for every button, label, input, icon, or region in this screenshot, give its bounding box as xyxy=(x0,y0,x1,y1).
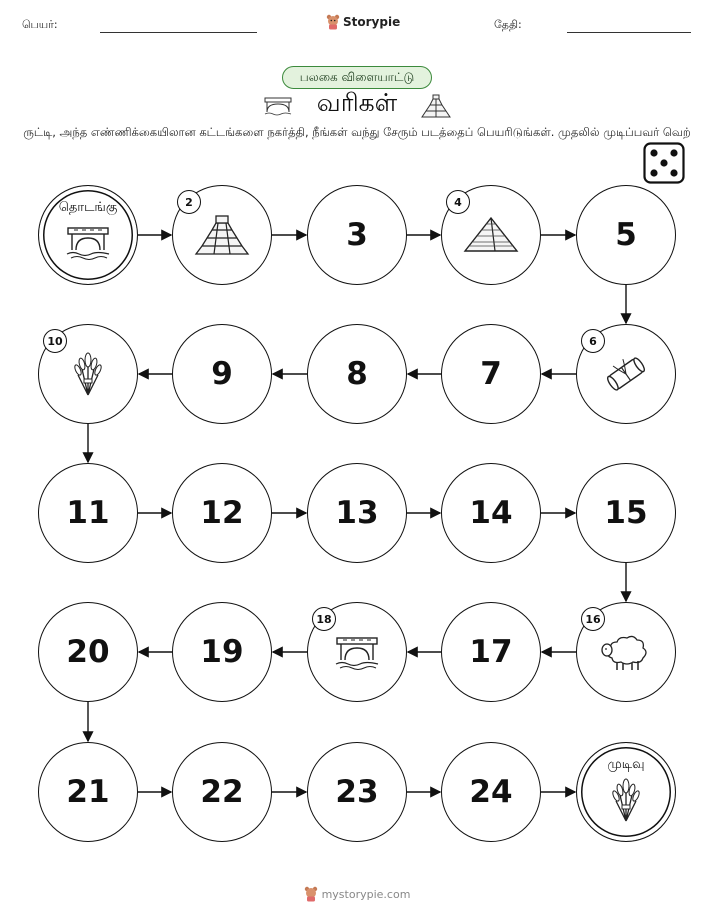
cell-number-badge: 18 xyxy=(312,607,336,631)
cell-number: 21 xyxy=(66,774,110,810)
game-instructions: ருட்டி, அந்த எண்ணிக்கையிலான கட்டங்களை நகர்த்தி, நீங்கள் வந்து சேரும் படத்தைப் பெயரிடுங்கள். முதலில் முடிப்பவர் வெற் xyxy=(23,125,691,139)
page-title: வரிகள் xyxy=(316,88,398,117)
finish-label: முடிவு xyxy=(607,757,645,772)
finish-cell xyxy=(576,742,676,842)
pyramid-icon xyxy=(461,215,521,255)
board-cell-18 xyxy=(307,602,407,702)
bear-mascot-icon xyxy=(304,886,318,902)
step-pyramid-icon xyxy=(194,212,250,258)
footer xyxy=(0,886,714,902)
cell-number: 7 xyxy=(480,356,502,392)
sheep-icon xyxy=(599,632,653,672)
cell-number: 17 xyxy=(469,634,513,670)
board-cell-22 xyxy=(172,742,272,842)
board-cell-6 xyxy=(576,324,676,424)
cell-number: 24 xyxy=(469,774,513,810)
board-cell-4 xyxy=(441,185,541,285)
start-cell xyxy=(38,185,138,285)
board-cell-2 xyxy=(172,185,272,285)
cell-number: 15 xyxy=(604,495,648,531)
cell-number: 8 xyxy=(346,356,368,392)
cell-number-badge: 4 xyxy=(446,190,470,214)
board-cell-15 xyxy=(576,463,676,563)
cell-number-badge: 2 xyxy=(177,190,201,214)
cell-number: 11 xyxy=(66,495,110,531)
name-label: பெயர்: xyxy=(22,18,58,31)
board-cell-7 xyxy=(441,324,541,424)
board-cell-17 xyxy=(441,602,541,702)
board-cell-24 xyxy=(441,742,541,842)
start-label: தொடங்கு xyxy=(58,200,118,215)
cell-number: 20 xyxy=(66,634,110,670)
bridge-icon xyxy=(334,634,380,670)
cell-number: 13 xyxy=(335,495,379,531)
date-label: தேதி: xyxy=(494,18,522,31)
board-cell-20 xyxy=(38,602,138,702)
board-cell-19 xyxy=(172,602,272,702)
cell-number: 22 xyxy=(200,774,244,810)
game-type-label: பலகை விளையாட்டு xyxy=(299,69,415,84)
board-cell-13 xyxy=(307,463,407,563)
board-cell-3 xyxy=(307,185,407,285)
board-cell-8 xyxy=(307,324,407,424)
board-cell-21 xyxy=(38,742,138,842)
cell-number: 19 xyxy=(200,634,244,670)
board-cell-11 xyxy=(38,463,138,563)
cell-number: 14 xyxy=(469,495,513,531)
board-cell-23 xyxy=(307,742,407,842)
wheat-icon xyxy=(73,351,103,397)
board-cell-12 xyxy=(172,463,272,563)
cell-number-badge: 10 xyxy=(43,329,67,353)
footer-url[interactable]: mystorypie.com xyxy=(321,887,411,901)
cell-number-badge: 16 xyxy=(581,607,605,631)
cell-number: 5 xyxy=(615,217,637,253)
cell-number: 3 xyxy=(346,217,368,253)
board-cell-16 xyxy=(576,602,676,702)
cell-number: 12 xyxy=(200,495,244,531)
board-cell-10 xyxy=(38,324,138,424)
board-cell-5 xyxy=(576,185,676,285)
board-cell-14 xyxy=(441,463,541,563)
wheat-icon xyxy=(611,777,641,823)
cell-number: 9 xyxy=(211,356,233,392)
cell-number: 23 xyxy=(335,774,379,810)
scroll-icon xyxy=(602,352,650,396)
cell-number-badge: 6 xyxy=(581,329,605,353)
bridge-icon xyxy=(65,224,111,260)
board-cell-9 xyxy=(172,324,272,424)
brand-name: Storypie xyxy=(343,15,401,29)
